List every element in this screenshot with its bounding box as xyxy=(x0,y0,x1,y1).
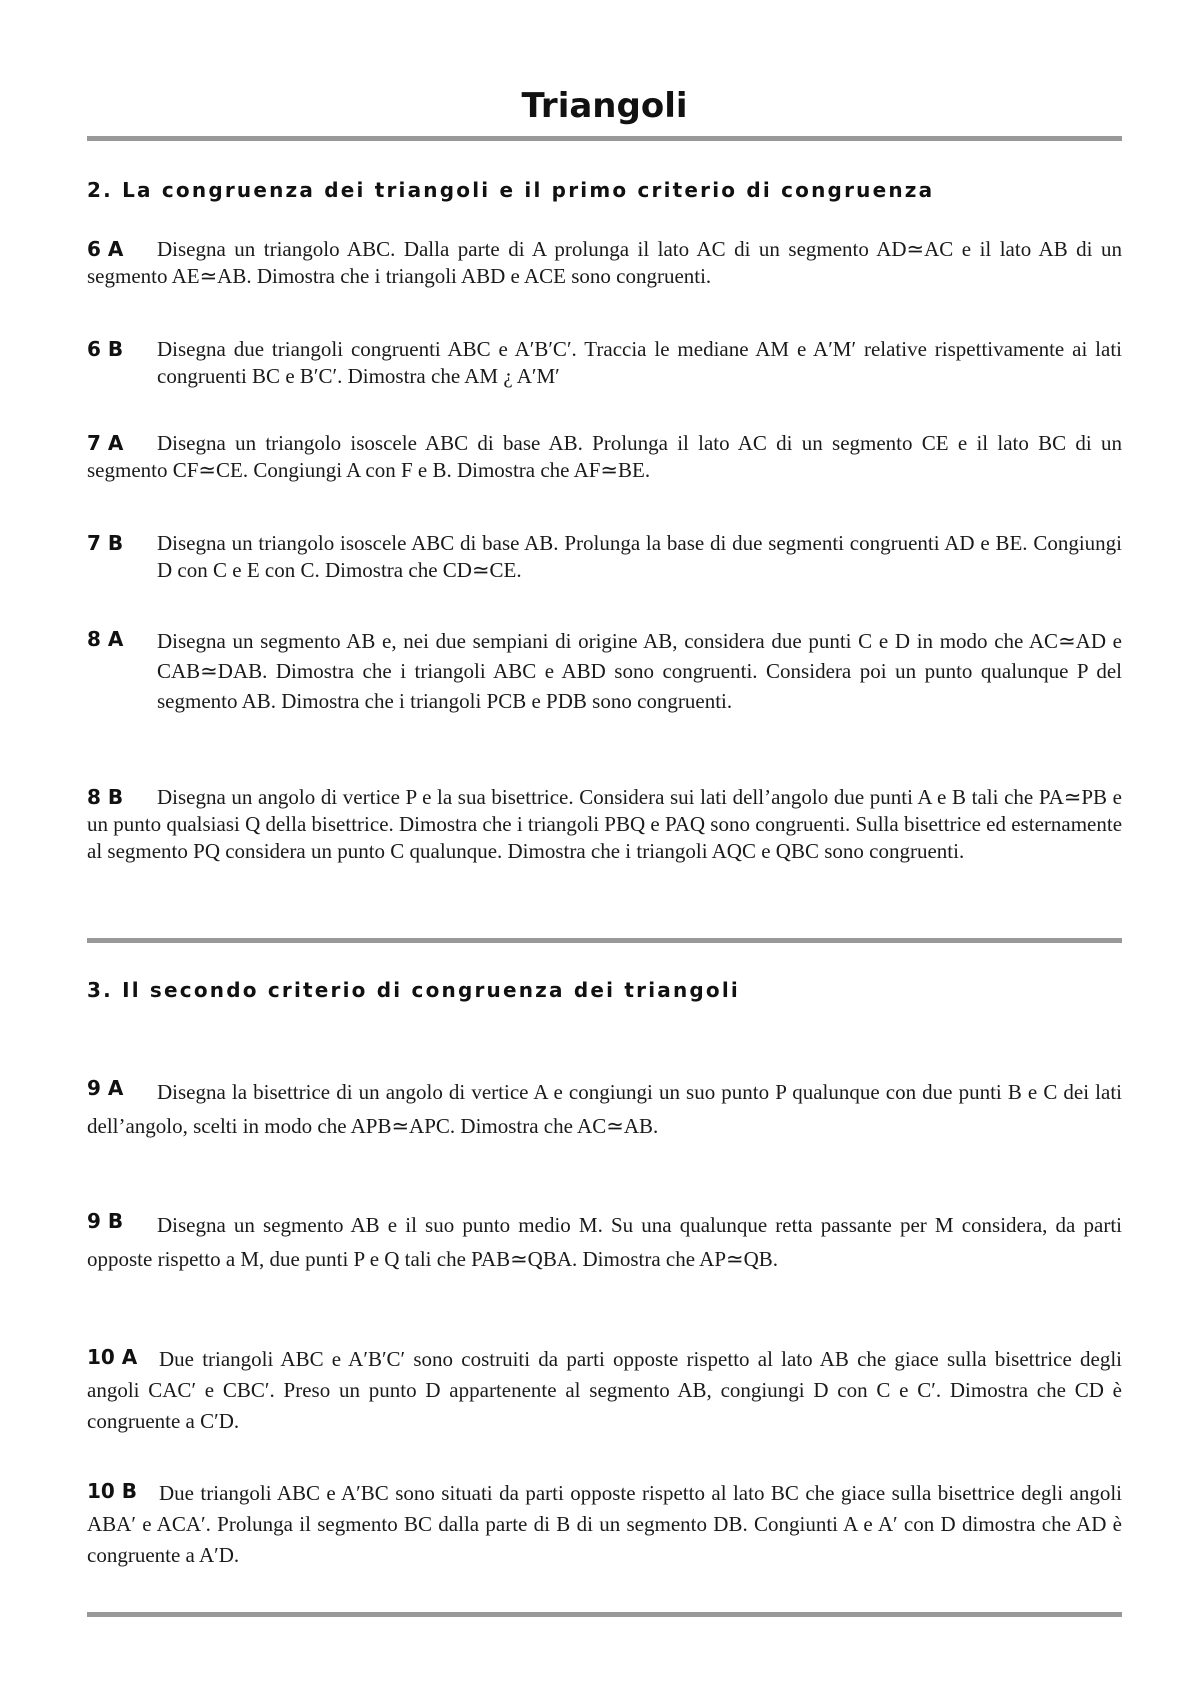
exercise-9a xyxy=(87,1075,1122,1143)
exercise-label: 9 A xyxy=(87,1076,124,1100)
title-divider xyxy=(87,136,1122,141)
section-heading-2: 2. La congruenza dei triangoli e il primo criterio di congruenza xyxy=(87,178,935,202)
exercise-label: 6 A xyxy=(87,237,124,261)
section-heading-3: 3. Il secondo criterio di congruenza dei triangoli xyxy=(87,978,740,1002)
exercise-10a xyxy=(87,1344,1122,1437)
exercise-label: 10 B xyxy=(87,1479,138,1503)
exercise-7b xyxy=(87,530,1122,584)
exercise-text: Disegna due triangoli congruenti ABC e A′B′C′. Traccia le mediane AM e A′M′ relative rispettivamente ai lati congruenti BC e B′C′. Dimostra che AM ¿ A′M′ xyxy=(157,337,1122,388)
exercise-label: 7 B xyxy=(87,531,124,555)
page-title: Triangoli xyxy=(521,86,688,126)
exercise-text: Disegna un triangolo isoscele ABC di base AB. Prolunga il lato AC di un segmento CE e il lato BC di un segmento CF≃CE. Congiungi A con F e B. Dimostra che AF≃BE. xyxy=(87,431,1122,482)
exercise-text: Disegna un triangolo isoscele ABC di base AB. Prolunga la base di due segmenti congruenti AD e BE. Congiungi D con C e E con C. Dimostra che CD≃CE. xyxy=(157,531,1122,582)
exercise-label: 7 A xyxy=(87,431,124,455)
document-page xyxy=(87,0,1122,1696)
exercise-7a xyxy=(87,430,1122,484)
exercise-6b xyxy=(87,336,1122,390)
bottom-divider xyxy=(87,1612,1122,1617)
section-divider xyxy=(87,938,1122,943)
exercise-8b xyxy=(87,784,1122,865)
exercise-6a xyxy=(87,236,1122,290)
exercise-text: Disegna un angolo di vertice P e la sua bisettrice. Considera sui lati dell’angolo due punti A e B tali che PA≃PB e un punto qualsiasi Q della bisettrice. Dimostra che i triangoli PBQ e PAQ sono congruenti. Sulla bisettrice ed esternamente al segmento PQ considera un punto C qualunque. Dimostra che i triangoli AQC e QBC sono congruenti. xyxy=(87,785,1123,863)
exercise-text: Disegna un segmento AB e il suo punto medio M. Su una qualunque retta passante per M considera, da parti opposte rispetto a M, due punti P e Q tali che PAB≃QBA. Dimostra che AP≃QB. xyxy=(87,1213,1122,1271)
exercise-label: 6 B xyxy=(87,337,124,361)
exercise-label: 8 B xyxy=(87,785,124,809)
exercise-text: Disegna la bisettrice di un angolo di vertice A e congiungi un suo punto P qualunque con due punti B e C dei lati dell’angolo, scelti in modo che APB≃APC. Dimostra che AC≃AB. xyxy=(87,1080,1122,1138)
exercise-text: Disegna un triangolo ABC. Dalla parte di A prolunga il lato AC di un segmento AD≃AC e il lato AB di un segmento AE≃AB. Dimostra che i triangoli ABD e ACE sono congruenti. xyxy=(87,237,1122,288)
exercise-label: 8 A xyxy=(87,627,124,651)
exercise-label: 9 B xyxy=(87,1209,124,1233)
exercise-text: Due triangoli ABC e A′B′C′ sono costruiti da parti opposte rispetto al lato AB che giace sulla bisettrice degli angoli CAC′ e CBC′. Preso un punto D appartenente al segmento AB, congiungi D con C e C′. Dimostra che CD è congruente a C′D. xyxy=(87,1347,1122,1433)
exercise-label: 10 A xyxy=(87,1345,138,1369)
exercise-9b xyxy=(87,1208,1122,1276)
exercise-text: Due triangoli ABC e A′BC sono situati da parti opposte rispetto al lato BC che giace sulla bisettrice degli angoli ABA′ e ACA′. Prolunga il segmento BC dalla parte di B di un segmento DB. Congiunti A e A′ con D dimostra che AD è congruente a A′D. xyxy=(87,1481,1122,1567)
exercise-10b xyxy=(87,1478,1122,1571)
exercise-text: Disegna un segmento AB e, nei due sempiani di origine AB, considera due punti C e D in modo che AC≃AD e CAB≃DAB. Dimostra che i triangoli ABC e ABD sono congruenti. Considera poi un punto qualunque P del segmento AB. Dimostra che i triangoli PCB e PDB sono congruenti. xyxy=(157,629,1122,713)
exercise-8a xyxy=(87,626,1122,716)
